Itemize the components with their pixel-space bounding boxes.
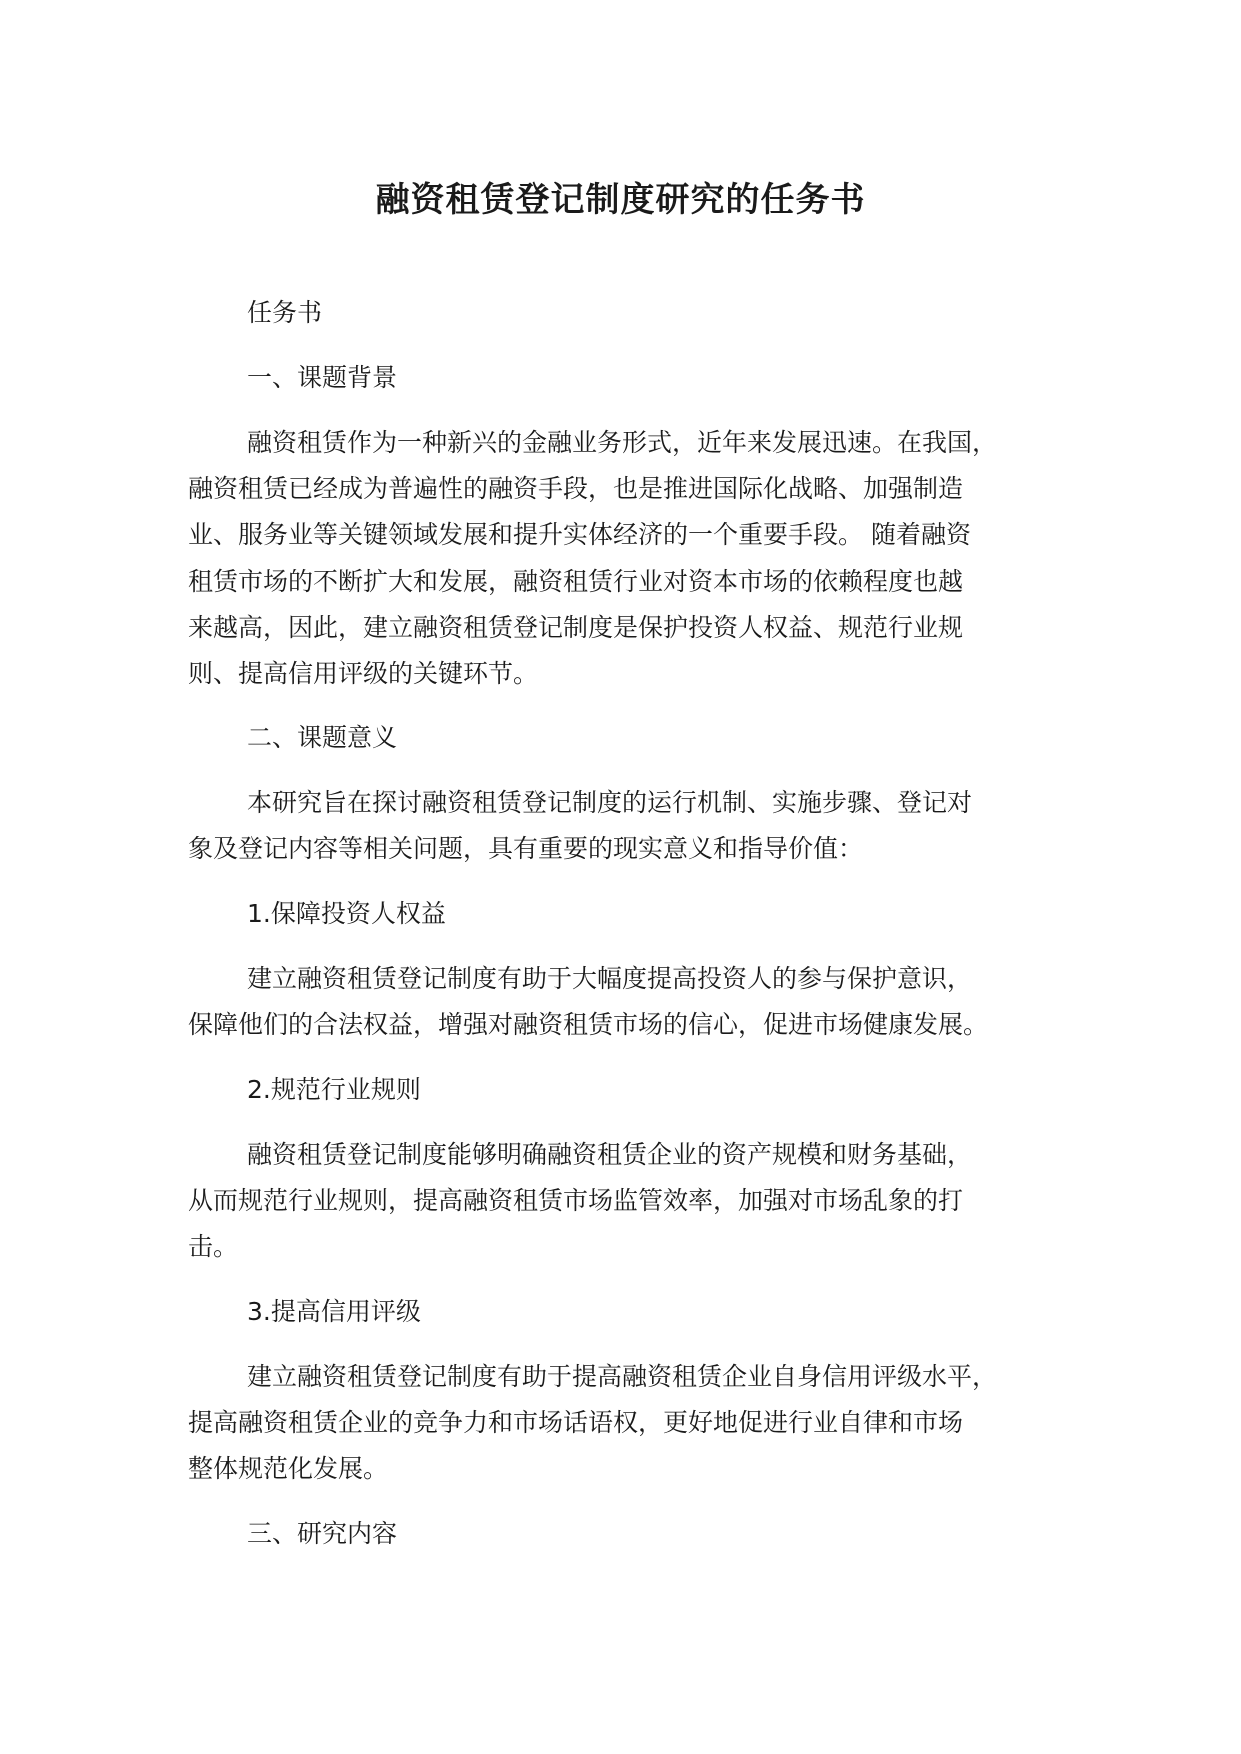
body-line: 击。	[188, 1232, 239, 1261]
body-line: 整体规范化发展。	[188, 1454, 389, 1483]
body-line: 建立融资租赁登记制度有助于提高融资租赁企业自身信用评级水平，	[247, 1362, 998, 1391]
section-heading-task-book: 任务书	[247, 298, 323, 327]
body-line: 融资租赁已经成为普遍性的融资手段，也是推进国际化战略、加强制造	[188, 474, 964, 503]
subheading-credit-rating: 3.提高信用评级	[247, 1297, 421, 1326]
body-line: 建立融资租赁登记制度有助于大幅度提高投资人的参与保护意识，	[247, 964, 973, 993]
body-line: 本研究旨在探讨融资租赁登记制度的运行机制、实施步骤、登记对	[247, 788, 973, 817]
body-line: 业、服务业等关键领域发展和提升实体经济的一个重要手段。 随着融资	[188, 520, 971, 549]
body-line: 象及登记内容等相关问题，具有重要的现实意义和指导价值：	[188, 834, 864, 863]
body-line: 来越高，因此，建立融资租赁登记制度是保护投资人权益、规范行业规	[188, 613, 964, 642]
subheading-industry-rules: 2.规范行业规则	[247, 1075, 421, 1104]
section-heading-research-content: 三、研究内容	[247, 1519, 398, 1548]
section-heading-background: 一、课题背景	[247, 363, 398, 392]
body-line: 保障他们的合法权益，增强对融资租赁市场的信心，促进市场健康发展。	[188, 1010, 989, 1039]
section-heading-significance: 二、课题意义	[247, 723, 398, 752]
body-line: 提高融资租赁企业的竞争力和市场话语权，更好地促进行业自律和市场	[188, 1408, 964, 1437]
body-line: 融资租赁作为一种新兴的金融业务形式，近年来发展迅速。在我国，	[247, 428, 998, 457]
body-line: 融资租赁登记制度能够明确融资租赁企业的资产规模和财务基础，	[247, 1140, 973, 1169]
subheading-investor-rights: 1.保障投资人权益	[247, 899, 446, 928]
body-line: 租赁市场的不断扩大和发展，融资租赁行业对资本市场的依赖程度也越	[188, 567, 964, 596]
body-line: 从而规范行业规则，提高融资租赁市场监管效率，加强对市场乱象的打	[188, 1186, 964, 1215]
document-title: 融资租赁登记制度研究的任务书	[375, 180, 866, 220]
body-line: 则、提高信用评级的关键环节。	[188, 659, 539, 688]
